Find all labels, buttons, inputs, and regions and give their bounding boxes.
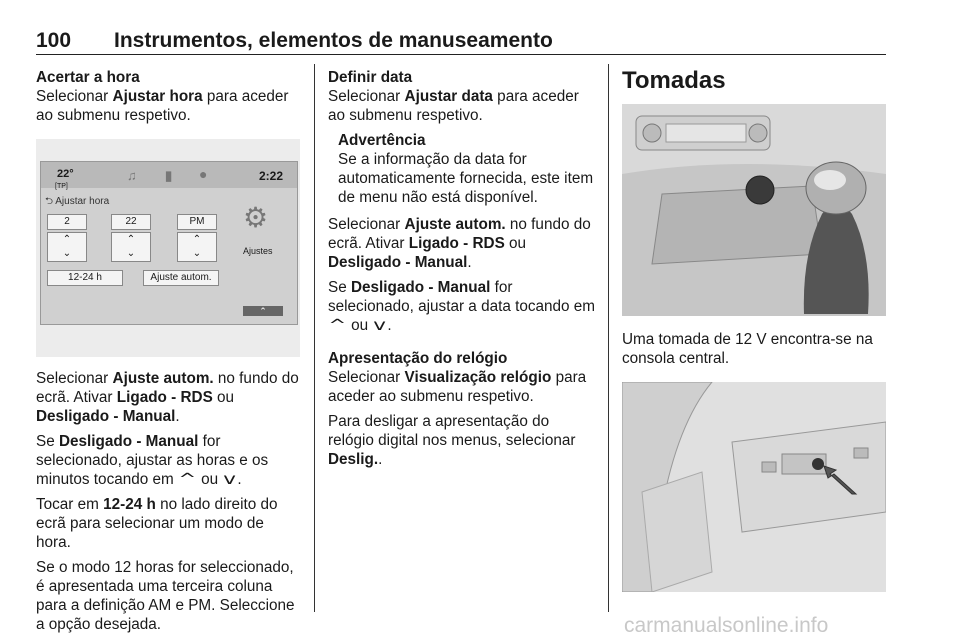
paragraph: Selecionar Ajustar data para aceder ao submenu respetivo. [328,88,579,124]
hour-up-down-buttons[interactable]: ⌃ ⌄ [47,232,87,262]
clock-display: 2:22 [259,169,284,183]
paragraph: Se o modo 12 horas for seleccionado, é apresentada uma terceira coluna para a definição AM e PM. Seleccione a opção desejada. [36,559,295,633]
nav-icon: ● [199,166,208,182]
collapse-button[interactable]: ⌃ [243,306,283,316]
column-1 [36,68,302,640]
column-divider [608,64,609,612]
minute-up-down-buttons[interactable]: ⌃ ⌄ [111,232,151,262]
chevron-up-icon: ^ [328,316,347,334]
auto-adjust-button[interactable]: Ajuste autom. [143,270,219,286]
temperature: 22° [57,168,74,180]
chevron-up-icon: ^ [178,470,197,488]
back-icon: ⮌ [45,196,54,207]
watermark: carmanualsonline.info [624,614,829,637]
trunk-socket-image [622,382,886,592]
chapter-title: Instrumentos, elementos de manuseamento [114,29,553,52]
paragraph: Selecionar Visualização relógio para aceder ao submenu respetivo. [328,369,587,405]
section-heading: Definir data [328,69,413,86]
paragraph: Para desligar a apresentação do relógio digital nos menus, selecionar Deslig.. [328,413,576,468]
page-header [36,28,886,55]
section-heading: Apresentação do relógio [328,350,508,367]
infotainment-screen [40,161,298,325]
phone-icon: ▮ [165,168,173,183]
note-text: Se a informação da data for automaticamente fornecida, este item de menu não está disponível. [338,151,594,206]
menu-title-row [45,192,109,211]
paragraph: Tocar em 12-24 h no lado direito do ecrã para selecionar um modo de hora. [36,496,278,551]
settings-label: Ajustes [243,246,273,256]
center-console-socket-image [622,104,886,316]
hour-value: 2 [47,214,87,230]
center-console-illustration [622,104,886,316]
paragraph: Selecionar Ajuste autom. no fundo do ecrã. Ativar Ligado - RDS ou Desligado - Manual. [328,216,591,271]
ampm-value: PM [177,214,217,230]
paragraph: Se Desligado - Manual for selecionado, ajustar a data tocando em ^ ou v. [328,279,596,334]
page-number: 100 [36,29,72,52]
ampm-up-down-buttons[interactable]: ⌃ ⌄ [177,232,217,262]
section-heading: Acertar a hora [36,69,140,86]
chevron-down-icon: v [373,316,387,334]
column-3 [622,68,888,592]
paragraph: Se Desligado - Manual for selecionado, ajustar as horas e os minutos tocando em ^ ou v. [36,433,269,488]
screen-status-bar [41,162,297,188]
tp-indicator: [TP] [55,183,68,190]
paragraph: Selecionar Ajuste autom. no fundo do ecrã. Ativar Ligado - RDS ou Desligado - Manual. [36,370,299,425]
paragraph: Selecionar Ajustar hora para aceder ao submenu respetivo. [36,88,289,124]
12-24h-button[interactable]: 12-24 h [47,270,123,286]
clock-settings-screen-image [36,139,300,357]
note-title: Advertência [338,132,426,149]
column-2 [328,68,598,475]
minute-value: 22 [111,214,151,230]
music-icon: ♫ [127,168,137,183]
paragraph: Uma tomada de 12 V encontra-se na consola central. [622,331,873,367]
note-box [338,131,598,207]
menu-title: Ajustar hora [55,196,110,207]
chevron-down-icon: v [223,470,237,488]
trunk-socket-illustration [622,382,886,592]
section-title: Tomadas [622,67,726,94]
gear-icon: ⚙ [243,202,269,233]
column-divider [314,64,315,612]
